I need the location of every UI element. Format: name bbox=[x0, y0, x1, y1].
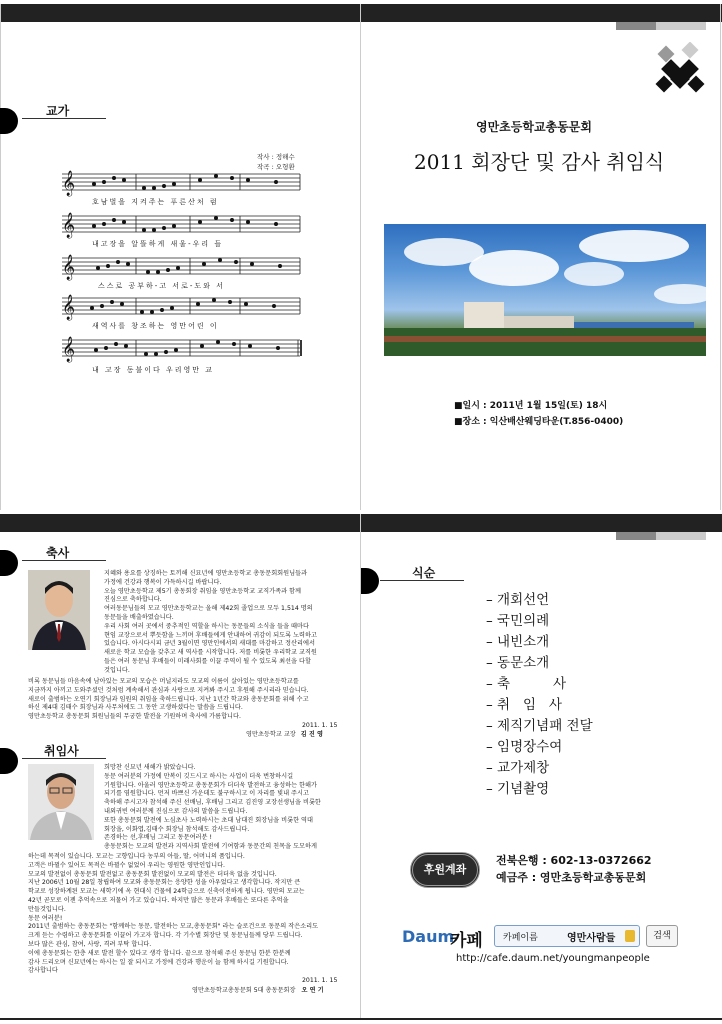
congrats-line: 있습니다. 아시다시피 금년 3월이면 영만인에서의 새대를 마감하고 정산리에서 bbox=[104, 640, 315, 648]
bottom-footer-line bbox=[0, 1018, 722, 1020]
inaugural-line: 42년 곧모로 이젠 추억속으로 저물어 가고 있습니다. 하지만 많은 동문과 후배들은 또다른 추억을 bbox=[28, 896, 289, 904]
congrats-line: 오늘 영만초등학교 제5기 총동회장 취임을 영만초등학교 교직가족과 함께 bbox=[104, 587, 302, 595]
congrats-line: 지금까지 아끼고 도와주셨던 것처럼 계속해서 관심과 사랑으로 지켜봐 주시고 후원해 주시리라 믿습니다. bbox=[28, 686, 309, 694]
bank-account: 전북은행 : 602-13-0372662 bbox=[496, 854, 652, 867]
inaugural-line: 하는데 목적이 있습니다. 모교는 고향입니다 농부의 아들, 딸, 어머니의 품입니다. bbox=[28, 853, 245, 860]
order-item: – 축 사 bbox=[486, 676, 567, 692]
congrats-line: 여러동문님들의 모교 영만초등학교는 올해 제42회 졸업으로 모두 1,514 명의 bbox=[104, 605, 313, 613]
anthem-title: 교가 bbox=[46, 104, 70, 118]
lyric-line: 내 고장 동불이다 우리영만 교 bbox=[92, 366, 215, 374]
inaugural-line: 모교의 발전없이 총동문회 발전없고 총동문회 발전없이 모교의 발전은 더더욱 없을 것입니다. bbox=[28, 870, 277, 878]
lyric-line: 내고장을 알뜰하게 새울-우리 들 bbox=[92, 240, 224, 248]
anthem-lyricist: 작사 : 정해수 bbox=[257, 153, 295, 161]
order-item: – 임명장수여 bbox=[486, 739, 563, 755]
event-date: ■일시 : 2011년 1월 15일(토) 18시 bbox=[454, 401, 608, 411]
inaugural-title: 취임사 bbox=[44, 744, 79, 758]
congrats-line: 영만초등학교 총동문회 회원님들의 무궁한 발전을 기원하며 축사에 가름합니다. bbox=[28, 713, 241, 721]
inaugural-signer-name: 오 연 기 bbox=[301, 987, 324, 994]
anthem-composer: 작곡 : 오형환 bbox=[257, 163, 295, 171]
inaugural-signer-role: 영만초등학교총동문회 5대 총동문회장 bbox=[192, 987, 296, 994]
inaugural-line: 크게 듣는 수렴하고 총동문회를 이끌어 가고자 합니다. 각 기수별 회장단 및 동문님들께 당부 드립니다. bbox=[28, 932, 303, 940]
principal-photo bbox=[28, 570, 90, 650]
lyric-line: 호남벌을 지켜주는 푸른산처 럼 bbox=[92, 198, 219, 206]
svg-text:𝄞: 𝄞 bbox=[62, 295, 76, 320]
support-badge: 후원계좌 bbox=[410, 852, 480, 888]
order-item: – 제직기념패 전달 bbox=[486, 718, 593, 734]
inaugural-signature bbox=[192, 987, 324, 996]
bottom-gray-strip bbox=[616, 532, 656, 540]
congrats-body bbox=[104, 570, 354, 676]
congrats-line: 새로이 출범하는 오연기 회장님과 임원의 취임을 축하드립니다. 지난 1년간 학교와 총동문회를 위해 수고 bbox=[28, 695, 309, 703]
daum-logo: Daum bbox=[402, 927, 455, 946]
congrats-line: 동문들을 배출하였습니다. bbox=[104, 613, 174, 621]
president-photo bbox=[28, 764, 94, 840]
order-title-underline bbox=[380, 580, 464, 581]
congrats-signature bbox=[246, 731, 323, 740]
inaugural-line: 고객은 바뀔수 있어도 목적은 바뀔수 없었어 우리는 영원한 영만인입니다. bbox=[28, 861, 226, 869]
order-list bbox=[486, 590, 593, 800]
lyric-line: 새역사를 창조하는 영만어린 이 bbox=[92, 322, 219, 330]
order-item: – 취 임 사 bbox=[486, 697, 562, 713]
brand-x-logo bbox=[654, 42, 710, 94]
inaugural-line: 학교로 성장하계된 모교는 새학기에 옥 현대식 건물에 24학급으로 신축이전하게 됩니다. 영만의 모교는 bbox=[28, 888, 305, 896]
cafe-search-box[interactable] bbox=[494, 925, 640, 947]
cafe-icon bbox=[625, 930, 635, 942]
inaugural-line: 존경하는 선,후배님 그리고 동문여러분 ! bbox=[104, 834, 212, 842]
school-photo bbox=[384, 224, 706, 356]
order-item: – 국민의례 bbox=[486, 613, 550, 629]
anthem-title-underline bbox=[22, 118, 106, 119]
inaugural-line: 내외귀빈 여러분께 진심으로 감사의 말씀을 드립니다. bbox=[104, 807, 248, 815]
congrats-body-wide bbox=[28, 678, 354, 722]
inaugural-body bbox=[104, 764, 356, 852]
section-marker bbox=[0, 550, 18, 576]
inaugural-body-wide bbox=[28, 853, 356, 976]
top-gray-strip-light bbox=[656, 22, 706, 30]
inaugural-line: 지난 2006년 10월 28일 창립하여 모교와 총동문회는 응양한 성을 아우었다고 생각합니다. 작지만 큰 bbox=[28, 879, 301, 887]
top-gray-strip bbox=[616, 22, 656, 30]
inaugural-line: 회장을, 이화엽,김태수 회장님 참석해도 감사드립니다. bbox=[104, 825, 250, 833]
svg-text:𝄞: 𝄞 bbox=[62, 213, 76, 238]
order-title: 식순 bbox=[412, 566, 436, 580]
inaugural-line: 희망찬 신묘년 새해가 밝았습니다. bbox=[104, 764, 196, 771]
account-holder: 예금주 : 영만초등학교총동문회 bbox=[496, 871, 647, 884]
order-item: – 내빈소개 bbox=[486, 634, 550, 650]
congrats-line: 가정에 건강과 행복이 가득하시길 바랍니다. bbox=[104, 578, 222, 586]
congrats-signer-name: 김 진 영 bbox=[300, 731, 324, 738]
inaugural-line: 되기를 염원합니다. 먼저 바쁘신 가운데도 불구하시고 이 자리를 빛내 주시고 bbox=[104, 790, 309, 798]
inaugural-line: 2011년 출범하는 총동문회는 "함께하는 동문, 발전하는 모교,총동문회" 라는 슬로건으로 동문의 작은소리도 bbox=[28, 923, 319, 931]
congrats-line: 현임 교장으로서 뿌듯함을 느끼며 후배들에게 안내하여 귀감이 되도록 노력하고 bbox=[104, 631, 317, 639]
bottom-header-bar bbox=[0, 514, 722, 532]
event-org: 영만초등학교총동문회 bbox=[476, 120, 592, 134]
congrats-date: 2011. 1. 15 bbox=[302, 722, 338, 729]
congrats-signer-role: 영만초등학교 교장 bbox=[246, 731, 296, 738]
inaugural-line: 이에 총동문회는 한층 새로 발전 할수 있다고 생각 합니다. 끝으로 참석해 주신 동문님 한분 한분께 bbox=[28, 949, 291, 957]
order-item: – 기념촬영 bbox=[486, 781, 550, 797]
inaugural-line: 보다 많은 관심, 참여, 사랑, 격려 부탁 합니다. bbox=[28, 940, 152, 948]
inaugural-line: 축하해 주시고자 참석해 주신 선배님, 후배님 그리고 김진영 교장선생님을 비롯한 bbox=[104, 799, 321, 807]
cafe-search-button[interactable]: 검색 bbox=[646, 925, 678, 947]
congrats-line: 진심으로 축하합니다. bbox=[104, 596, 162, 604]
congrats-line: 비록 동문님들 마음속에 남아있는 모교의 모습은 머닐지라도 모교의 이름이 살아있는 영만초등학교를 bbox=[28, 678, 299, 685]
inaugural-line: 또한 총동문회 발전에 노심초사 노력하시는 초대 남대진 회장님을 비롯한 역대 bbox=[104, 816, 313, 824]
event-title: 2011 회장단 및 감사 취임식 bbox=[414, 150, 665, 174]
inaugural-line: 만들것입니다. bbox=[28, 905, 66, 913]
congrats-line: 지혜와 용요를 상징하는 토끼해 신묘년에 영만초등학교 총동문회회원님들과 bbox=[104, 570, 308, 577]
lyric-line: 스스로 공부하-고 서로-도와 서 bbox=[98, 282, 225, 290]
order-item: – 교가제창 bbox=[486, 760, 550, 776]
svg-text:𝄞: 𝄞 bbox=[62, 255, 76, 280]
bottom-gray-strip-light bbox=[656, 532, 706, 540]
order-item: – 동문소개 bbox=[486, 655, 550, 671]
staff-line bbox=[62, 174, 300, 190]
congrats-title-underline bbox=[22, 560, 106, 561]
svg-text:𝄞: 𝄞 bbox=[62, 337, 76, 362]
inaugural-line: 동문 여러분의 가정에 만복이 깃드시고 하시는 사업이 더욱 번창하시길 bbox=[104, 772, 294, 780]
inaugural-line: 기원합니다. 아울러 영만초등학교 총동문회가 더더욱 발전하고 융성하는 한해가 bbox=[104, 781, 317, 789]
inaugural-line: 동문 여러분! bbox=[28, 914, 63, 922]
inaugural-line: 감사합니다 bbox=[28, 967, 58, 975]
congrats-line: 하신 제4대 김태수 회장님과 사무처에도 그 동안 고생하셨다는 말씀을 드립니다. bbox=[28, 704, 243, 712]
section-marker bbox=[361, 568, 379, 594]
inaugural-line: 감사 드리오며 신묘년에는 하시는 일 잘 되시고 가정에 건강과 행운이 늘 함께 하시길 기원합니다. bbox=[28, 958, 289, 966]
section-marker bbox=[0, 748, 18, 774]
cafe-label: 카페 bbox=[450, 931, 483, 951]
inaugural-title-underline bbox=[22, 758, 106, 759]
congrats-line: 우리 사회 여러 곳에서 중추적인 역할을 하시는 동문들의 소식을 들을 때마다 bbox=[104, 622, 309, 630]
cafe-name-value: 영만사람들 bbox=[567, 933, 616, 944]
congrats-line: 들은 여러 동문님 후배들이 미래사회를 이끌 주역이 될 수 있도록 최선을 다할 bbox=[104, 657, 311, 665]
event-place: ■장소 : 익산배산웨딩타운(T.856-0400) bbox=[454, 417, 624, 427]
order-item: – 개회선언 bbox=[486, 592, 550, 608]
cafe-url[interactable]: http://cafe.daum.net/youngmanpeople bbox=[456, 953, 650, 964]
cafe-name-label: 카페이름 bbox=[503, 933, 538, 943]
congrats-title: 축사 bbox=[46, 546, 70, 560]
congrats-line: 새로운 학교 모습을 갖추고 새 역사를 시작합니다. 저를 비롯한 우리학교 교직원 bbox=[104, 649, 317, 657]
inaugural-date: 2011. 1. 15 bbox=[302, 977, 338, 984]
congrats-line: 것입니다. bbox=[104, 666, 130, 674]
svg-text:𝄞: 𝄞 bbox=[62, 171, 76, 196]
inaugural-line: 총동문회는 모교의 발전과 지역사회 발전에 기여함과 동문간의 친목을 도모하게 bbox=[104, 843, 317, 851]
